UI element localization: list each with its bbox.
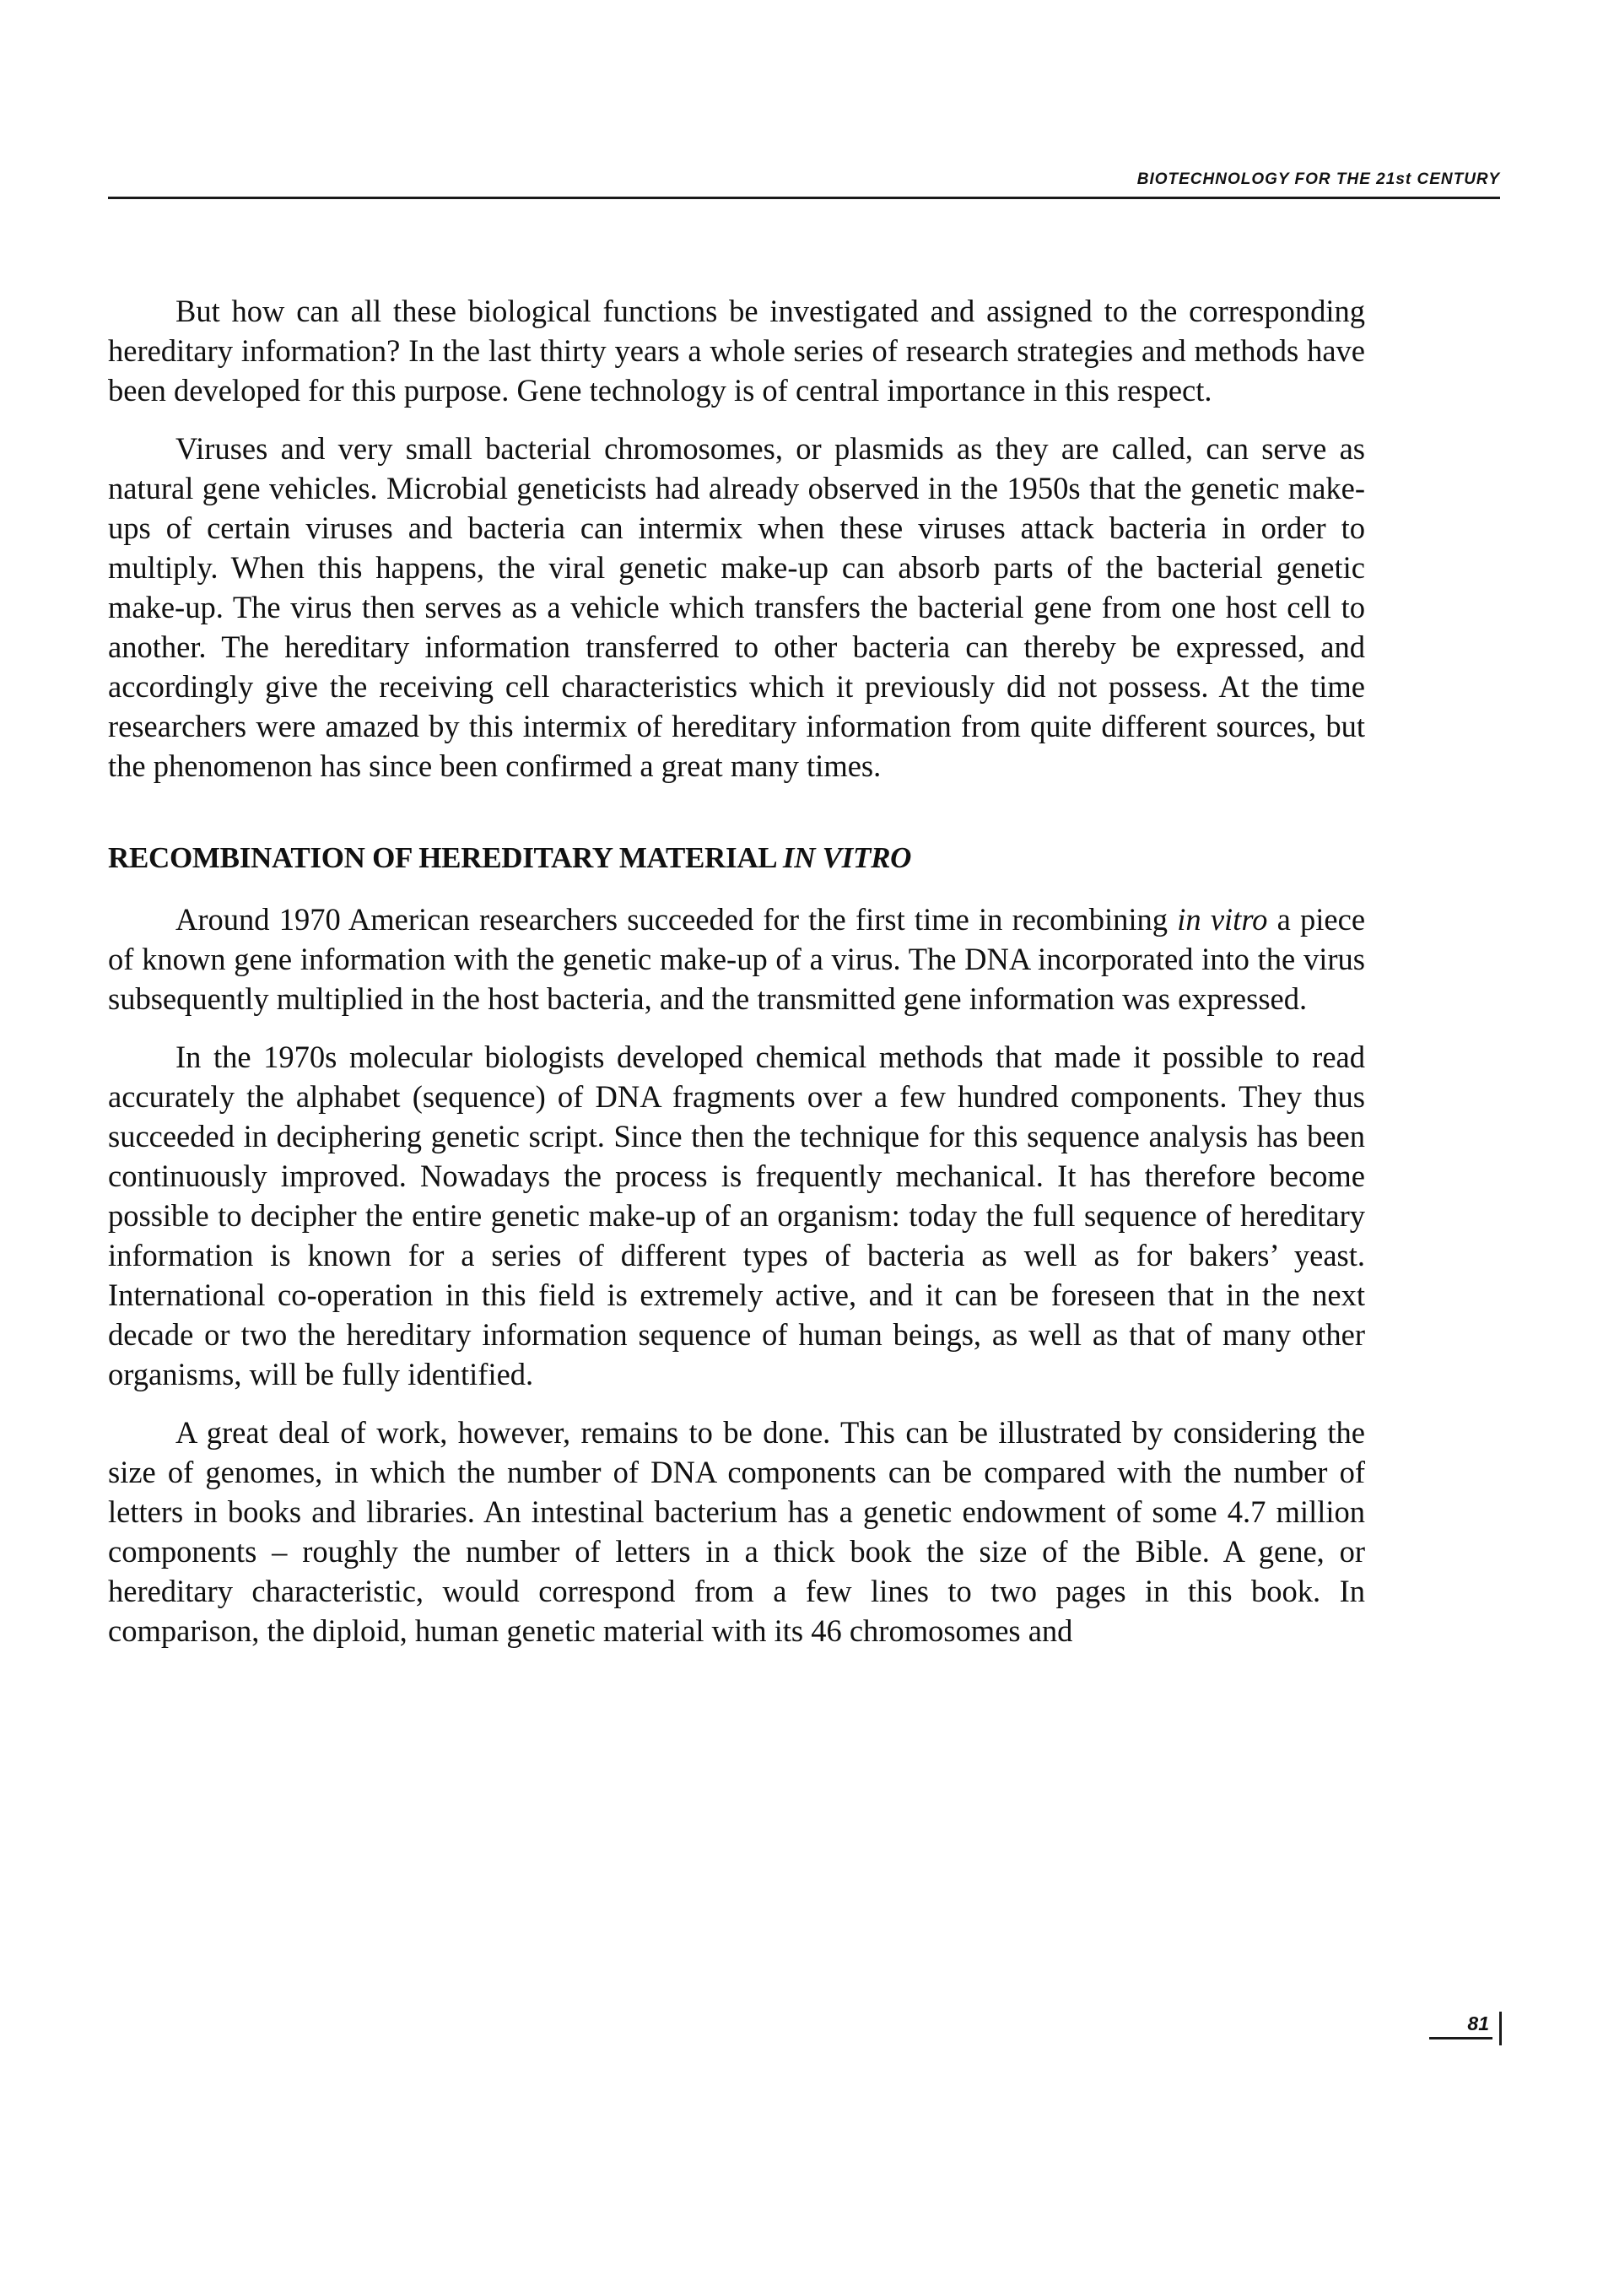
page-number-box — [1426, 2012, 1502, 2045]
running-header — [108, 165, 1500, 199]
page-number: 81 — [1467, 2012, 1489, 2034]
paragraph-5: A great deal of work, however, remains to be done. This can be illustrated by considering the size of genomes, in which the number of DNA components can be compared with the number of letters in books and libraries. An intestinal bacterium has a genetic endowment of some 4.7 million components – roughly the number of letters in a thick book the size of the Bible. A gene, or hereditary characteristic, would correspond from a few lines to two pages in this book. In comparison, the diploid, human genetic material with its 46 chromosomes and — [108, 1415, 1365, 1648]
paragraph-3-start: Around 1970 American researchers succeeded for the first time in recombining — [175, 902, 1169, 937]
page-body — [108, 291, 1365, 1669]
section-heading-italic: IN VITRO — [782, 841, 912, 874]
page-number-underline — [1429, 2037, 1492, 2039]
paragraph-3 — [108, 899, 1365, 1018]
paragraph-4: In the 1970s molecular biologists developed chemical methods that made it possible to read accurately the alphabet (sequence) of DNA fragments over a few hundred components. They thus succeeded in deciphering genetic script. Since then the technique for this sequence analysis has been continuously improved. Nowadays the process is frequently mechanical. It has therefore become possible to decipher the entire genetic make-up of an organism: today the full sequence of hereditary information is known for a series of different types of bacteria as well as for bakers’ yeast. International co-operation in this field is extremely active, and it can be foreseen that in the next decade or two the hereditary information sequence of human beings, as well as that of many other organisms, will be fully identified. — [108, 1040, 1365, 1391]
section-heading — [108, 838, 1365, 878]
running-title: BIOTECHNOLOGY FOR THE 21st CENTURY — [1136, 170, 1500, 188]
paragraph-3-end: a piece of known gene information with the genetic make-up of a virus. The DNA incorporated into the virus subsequently multiplied in the host bacteria, and the transmitted gene information was expressed. — [108, 902, 1366, 1016]
paragraph-3-italic: in vitro — [1177, 902, 1268, 937]
paragraph-1: But how can all these biological functions be investigated and assigned to the corresponding hereditary information? In the last thirty years a whole series of research strategies and methods have been developed for this purpose. Gene technology is of central importance in this respect. — [108, 294, 1365, 408]
paragraph-2: Viruses and very small bacterial chromosomes, or plasmids as they are called, can serve as natural gene vehicles. Microbial geneticists had already observed in the 1950s that the genetic make-ups of certain viruses and bacteria can intermix when these viruses attack bacteria in order to multiply. When this happens, the viral genetic make-up can absorb parts of the bacterial genetic make-up. The virus then serves as a vehicle which transfers the bacterial gene from one host cell to another. The hereditary information transferred to other bacteria can thereby be expressed, and accordingly give the receiving cell characteristics which it previously did not possess. At the time researchers were amazed by this intermix of hereditary information from quite different sources, but the phenomenon has since been confirmed a great many times. — [108, 431, 1365, 783]
section-heading-main: RECOMBINATION OF HEREDITARY MATERIAL — [108, 841, 776, 874]
